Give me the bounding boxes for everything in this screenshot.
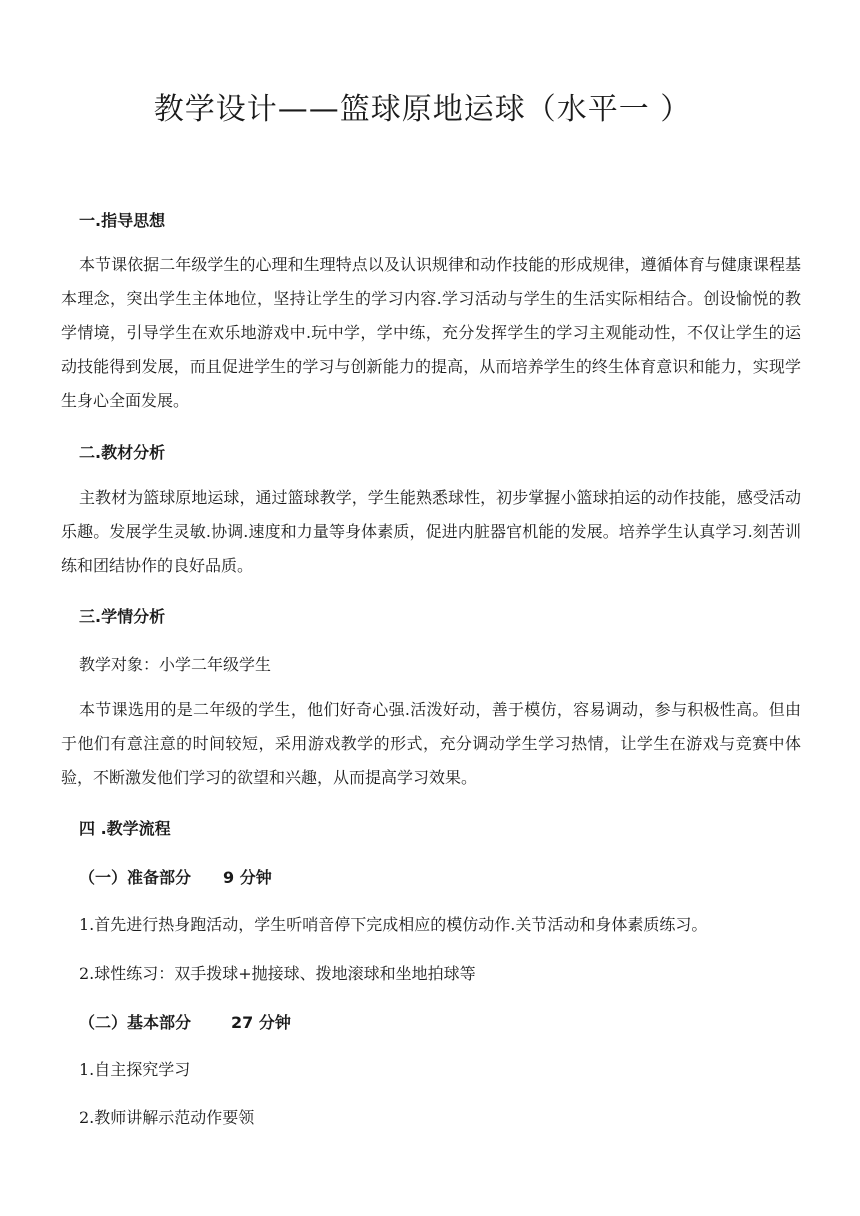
teaching-target: 教学对象：小学二年级学生 (79, 655, 272, 674)
prep-item: 2.球性练习：双手拨球+抛接球、拨地滚球和坐地拍球等 (79, 964, 476, 983)
paragraph-material: 主教材为篮球原地运球，通过篮球教学，学生能熟悉球性，初步掌握小篮球拍运的动作技能，感受活动乐趣。发展学生灵敏.协调.速度和力量等身体素质，促进内脏器官机能的发展。培养学生认真学习.刻苦训练和团结协作的良好品质。 (61, 488, 801, 575)
section-heading-students: 三.学情分析 (79, 607, 166, 626)
prep-item: 1.首先进行热身跑活动，学生听哨音停下完成相应的模仿动作.关节活动和身体素质练习。 (79, 915, 708, 934)
basic-part-label: （二）基本部分 (79, 1013, 192, 1032)
prep-part-label: （一）准备部分 (79, 868, 192, 887)
basic-part-heading (79, 1010, 291, 1033)
basic-item: 1.自主探究学习 (79, 1060, 191, 1079)
section-heading-material: 二.教材分析 (79, 443, 166, 462)
document-title: 教学设计——篮球原地运球（水平一 ） (153, 92, 692, 127)
basic-part-duration: 27 分钟 (231, 1013, 291, 1032)
section-heading-process: 四 .教学流程 (79, 819, 171, 838)
paragraph-students: 本节课选用的是二年级的学生，他们好奇心强.活泼好动，善于模仿，容易调动，参与积极性高。但由于他们有意注意的时间较短，采用游戏教学的形式，充分调动学生学习热情，让学生在游戏与竞赛中体验，不断激发他们学习的欲望和兴趣，从而提高学习效果。 (61, 700, 801, 787)
section-heading-guiding: 一.指导思想 (79, 211, 166, 230)
paragraph-guiding: 本节课依据二年级学生的心理和生理特点以及认识规律和动作技能的形成规律，遵循体育与健康课程基本理念，突出学生主体地位，坚持让学生的学习内容.学习活动与学生的生活实际相结合。创设愉悦的教学情境，引导学生在欢乐地游戏中.玩中学，学中练，充分发挥学生的学习主观能动性，不仅让学生的运动技能得到发展，而且促进学生的学习与创新能力的提高，从而培养学生的终生体育意识和能力，实现学生身心全面发展。 (61, 255, 801, 410)
prep-part-duration: 9 分钟 (223, 868, 272, 887)
prep-part-heading (79, 865, 272, 888)
basic-item: 2.教师讲解示范动作要领 (79, 1108, 255, 1127)
